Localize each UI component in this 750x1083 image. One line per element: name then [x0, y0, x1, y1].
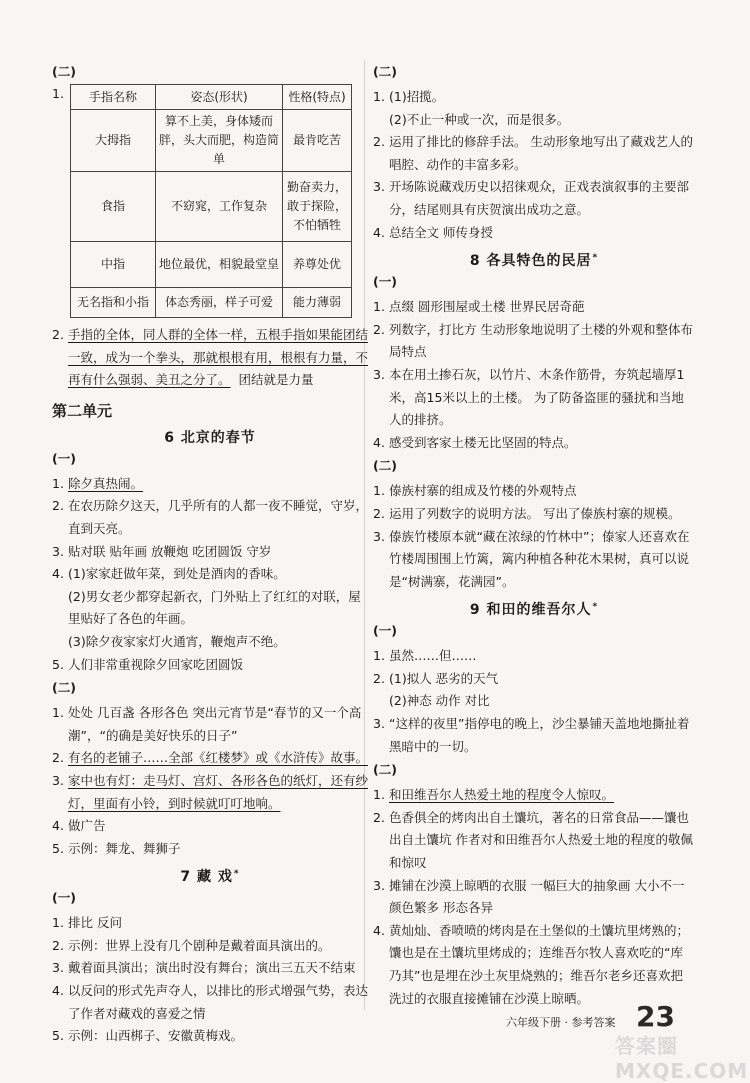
answer-item: 4. 做广告 [52, 818, 106, 834]
answer-item: 1. 除夕真热闹。 [52, 475, 144, 491]
answer-item: 2. 运用了排比的修辞手法。 生动形象地写出了藏戏艺人的唱腔、动作的丰富多彩。 [373, 134, 693, 172]
answer-item: 4. 总结全文 师传身授 [373, 224, 493, 240]
table-cell: 最肯吃苦 [283, 110, 352, 172]
table-header: 性格(特点) [283, 85, 352, 110]
finger-table [70, 84, 352, 318]
answer-item: 5. 示例：舞龙、舞狮子 [52, 840, 181, 856]
table-cell: 算不上美，身体矮而胖，头大而肥，构造简单 [156, 110, 283, 172]
page-number: 23 [636, 1000, 675, 1033]
unit-title: 第二单元 [52, 401, 113, 420]
answer-item: 1. 和田维吾尔人热爱土地的程度令人惊叹。 [373, 787, 615, 803]
answer-item: 1. 点缀 圆形围屋或土楼 世界民居奇葩 [373, 299, 585, 315]
table-row [71, 242, 352, 288]
table-cell: 不窈窕，工作复杂 [156, 172, 283, 242]
page-footer: 六年级下册 · 参考答案 [506, 1016, 616, 1029]
section-heading: (二) [373, 64, 397, 79]
answer-item: 2. 色香俱全的烤肉出自土馕坑，著名的日常食品——馕也出自土馕坑 作者对和田维吾尔人热爱土地的程度的敬佩和惊叹 [373, 809, 693, 871]
answer-item: 1. 虽然……但…… [373, 648, 477, 664]
answer-item: 3. “这样的夜里”指停电的晚上，沙尘暴铺天盖地地撕扯着黑暗中的一切。 [373, 716, 690, 754]
answer-item: 4. (1)家家赶做年菜，到处是酒肉的香味。 [52, 566, 286, 582]
answer-item: 3. 本在用土掺石灰，以竹片、木条作筋骨，夯筑起墙厚1米，高15米以上的土楼。 为了防备盗匪的骚扰和当地人的排挤。 [373, 366, 685, 428]
lesson-title: 9 和田的维吾尔人* [469, 601, 599, 619]
table-row [71, 172, 352, 242]
answer-text: 手指的全体，同人群的全体一样，五根手指如果能团结一致，成为一个拳头，那就根根有用，根根有力量，不再有什么强弱、美丑之分了。 [68, 327, 369, 388]
table-cell: 中指 [71, 242, 156, 288]
answer-text: 团结就是力量 [238, 372, 314, 388]
answer-item: 1. (1)招揽。 [373, 89, 445, 104]
answer-item: 1. 排比 反问 [52, 915, 122, 931]
section-heading: (二) [52, 680, 76, 696]
answer-item: 2. 示例：世界上没有几个剧种是戴着面具演出的。 [52, 937, 331, 953]
answer-item: 1. 处处 几百盏 各形各色 突出元宵节是“春节的又一个高潮”，“的确是美好快乐的日子” [52, 705, 362, 743]
answer-item: (2)不止一种或一次，而是很多。 [389, 111, 570, 127]
section-heading: (一) [373, 274, 397, 290]
answer-item: 2. 有名的老铺子……全部《红楼梦》或《水浒传》故事。 [52, 750, 369, 766]
table-cell: 无名指和小指 [71, 288, 156, 318]
answer-item: 2. 在农历除夕这天，几乎所有的人都一夜不睡觉，守岁，直到天亮。 [52, 498, 369, 536]
answer-item: 5. 人们非常重视除夕回家吃团圆饭 [52, 656, 244, 672]
section-heading: (一) [52, 450, 76, 466]
table-header: 手指名称 [71, 85, 156, 110]
table-cell: 地位最优，相貌最堂皇 [156, 242, 283, 288]
table-cell: 食指 [71, 172, 156, 242]
lesson-title: 7 藏 戏* [180, 868, 240, 886]
section-heading: (二) [373, 762, 397, 778]
left-column [52, 62, 368, 1048]
answer-item: 3. 傣族竹楼原本就“藏在浓绿的竹林中”；傣家人还喜欢在竹楼周围围上竹篱，篱内种植各种花木果树，真可以说是“树满寨，花满园”。 [373, 528, 690, 589]
answer-item: 3. 家中也有灯：走马灯、宫灯、各形各色的纸灯，还有纱灯，里面有小铃，到时候就叮叮地响。 [52, 772, 369, 811]
answer-item: 3. 贴对联 贴年画 放鞭炮 吃团圆饭 守岁 [52, 543, 272, 559]
section-heading: (二) [373, 458, 397, 474]
table-header: 姿态(形状) [156, 85, 283, 110]
answer-item: 5. 示例：山西梆子、安徽黄梅戏。 [52, 1028, 244, 1044]
answer-item: (2)男女老少都穿起新衣，门外贴上了红红的对联，屋里贴好了各色的年画。 [68, 588, 361, 627]
table-row [71, 110, 352, 172]
item-number: 1. [52, 86, 64, 101]
answer-item: 4. 感受到客家土楼无比坚固的特点。 [373, 434, 577, 450]
answer-item: 2. (1)拟人 恶劣的天气 [373, 670, 499, 686]
section-heading: (二) [52, 64, 76, 79]
table-cell: 体态秀丽，样子可爱 [156, 288, 283, 318]
section-heading: (一) [52, 890, 76, 906]
table-header-row [71, 85, 352, 110]
answer-item: 1. 傣族村寨的组成及竹楼的外观特点 [373, 483, 577, 499]
answer-item: 4. 以反问的形式先声夺人，以排比的形式增强气势，表达了作者对藏戏的喜爱之情 [52, 983, 369, 1021]
lesson-title: 6 北京的春节 [164, 429, 256, 446]
answer-item: 3. 摊铺在沙漠上晾晒的衣服 一幅巨大的抽象画 大小不一 颜色繁多 形态各异 [373, 877, 685, 916]
table-cell: 养尊处优 [283, 242, 352, 288]
table-cell: 能力薄弱 [283, 288, 352, 318]
answer-item: 2. 运用了列数字的说明方法。 写出了傣族村寨的规模。 [373, 505, 681, 521]
section-heading: (一) [373, 623, 397, 639]
answer-item: 2. 手指的全体，同人群的全体一样，五根手指如果能团结一致，成为一个拳头，那就根根有用，根根有力量，不再有什么强弱、美丑之分了。 团结就是力量 [52, 327, 369, 388]
answer-item: 2. 列数字，打比方 生动形象地说明了土楼的外观和整体布局特点 [373, 321, 693, 360]
table-row [71, 288, 352, 318]
answer-item: 3. 戴着面具演出；演出时没有舞台；演出三五天不结束 [52, 960, 356, 976]
answer-item: 3. 开场陈说藏戏历史以招徕观众，正戏表演叙事的主要部分，结尾则具有庆贺演出成功之意。 [373, 179, 690, 217]
watermark-logo: 答案圈 MXQE.COM [615, 1034, 749, 1083]
answer-item: 4. 黄灿灿、香喷喷的烤肉是在土堡似的土馕坑里烤熟的；馕也是在土馕坑里烤成的；连维吾尔牧人喜欢吃的“库乃其”也是埋在沙土灰里烧熟的；维吾尔老乡还喜欢把洗过的衣服直接摊铺在沙漠上晾晒。 [373, 922, 690, 1006]
table-cell: 大拇指 [71, 110, 156, 172]
right-column [373, 62, 695, 1010]
lesson-title: 8 各具特色的民居* [469, 252, 599, 270]
answer-item: (2)神态 动作 对比 [389, 693, 490, 709]
answer-item: (3)除夕夜家家灯火通宵，鞭炮声不绝。 [68, 633, 286, 649]
table-cell: 勤奋卖力，敢于探险，不怕牺牲 [283, 172, 352, 242]
